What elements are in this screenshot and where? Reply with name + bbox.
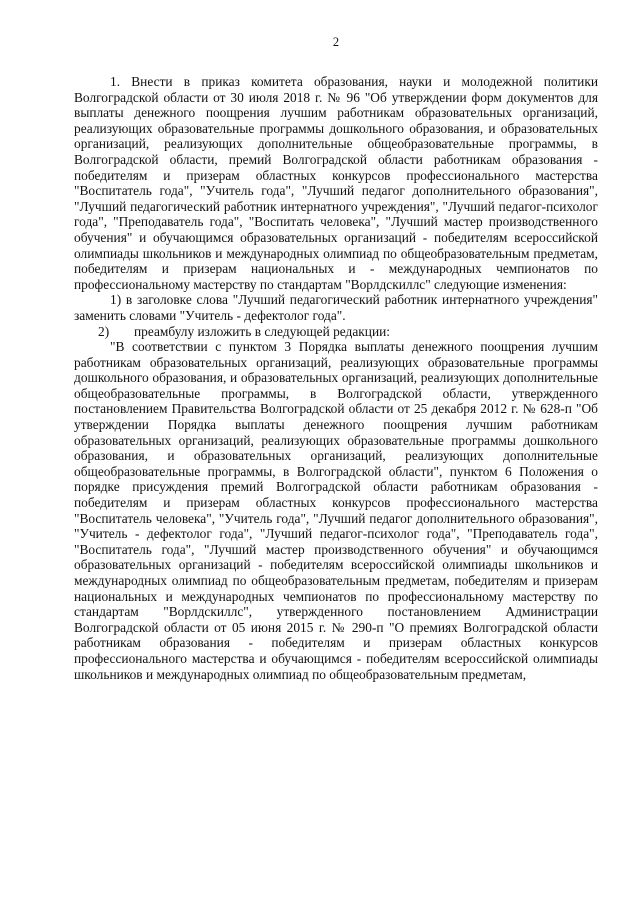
subitem-2-text: преамбулу изложить в следующей редакции: (134, 323, 391, 339)
paragraph-subitem-2 (74, 324, 598, 340)
page-number: 2 (332, 35, 340, 49)
subitem-2-number: 2) (98, 323, 110, 339)
paragraph-preamble: "В соответствии с пунктом 3 Порядка выплаты денежного поощрения лучшим работникам образовательных организаций, реализующих образовательные программы дошкольного образования, и образовательных организаций, реализующих дополнительные общеобразовательные программы, в Волгоградской области, утвержденного постановлением Правительства Волгоградской области от 25 декабря 2012 г. № 628-п "Об утверждении Порядка выплаты денежного поощрения лучшим работникам образовательных организаций, реализующих образовательные программы дошкольного образования, и образовательных организаций, реализующих дополнительные общеобразовательные программы, в Волгоградской области", пунктом 6 Положения о порядке присуждения премий Волгоградской области работникам образования - победителям и призерам областных конкурсов профессионального мастерства "Воспитатель человека", "Учитель года", "Лучший педагог дополнительного образования", "Учитель - дефектолог года", "Лучший педагог-психолог года", "Преподаватель года", "Воспитатель года", "Лучший мастер производственного обучения" и обучающимся образовательных организаций - победителям всероссийской олимпиады школьников и международных олимпиад по общеобразовательным предметам, победителям и призерам национальных и международных чемпионатов по профессиональному мастерству по стандартам "Ворлдскиллс", утвержденного постановлением Администрации Волгоградской области от 05 июня 2015 г. № 290-п "О премиях Волгоградской области работникам образования - победителям и призерам областных конкурсов профессионального мастерства и обучающимся - победителям всероссийской олимпиады школьников и международных олимпиад по общеобразовательным предметам, (74, 339, 598, 682)
paragraph-subitem-1: 1) в заголовке слова "Лучший педагогический работник интернатного учреждения" заменить словами "Учитель - дефектолог года". (74, 292, 598, 323)
paragraph-item-1: 1. Внести в приказ комитета образования, науки и молодежной политики Волгоградской области от 30 июля 2018 г. № 96 "Об утверждении форм документов для выплаты денежного поощрения лучшим работникам образовательных организаций, реализующих образовательные программы дошкольного образования, и образовательных организаций, реализующих дополнительные общеобразовательные программы, в Волгоградской области, премий Волгоградской области работникам образования - победителям и призерам областных конкурсов профессионального мастерства "Воспитатель года", "Учитель года", "Лучший педагог дополнительного образования", "Лучший педагогический работник интернатного учреждения", "Лучший педагог-психолог года", "Преподаватель года", "Воспитать человека", "Лучший мастер производственного обучения" и обучающимся образовательных организаций - победителям всероссийской олимпиады школьников и международных олимпиад по общеобразовательным предметам, победителям и призерам национальных и - международных чемпионатов по профессиональному мастерству по стандартам "Ворлдскиллс" следующие изменения: (74, 74, 598, 292)
